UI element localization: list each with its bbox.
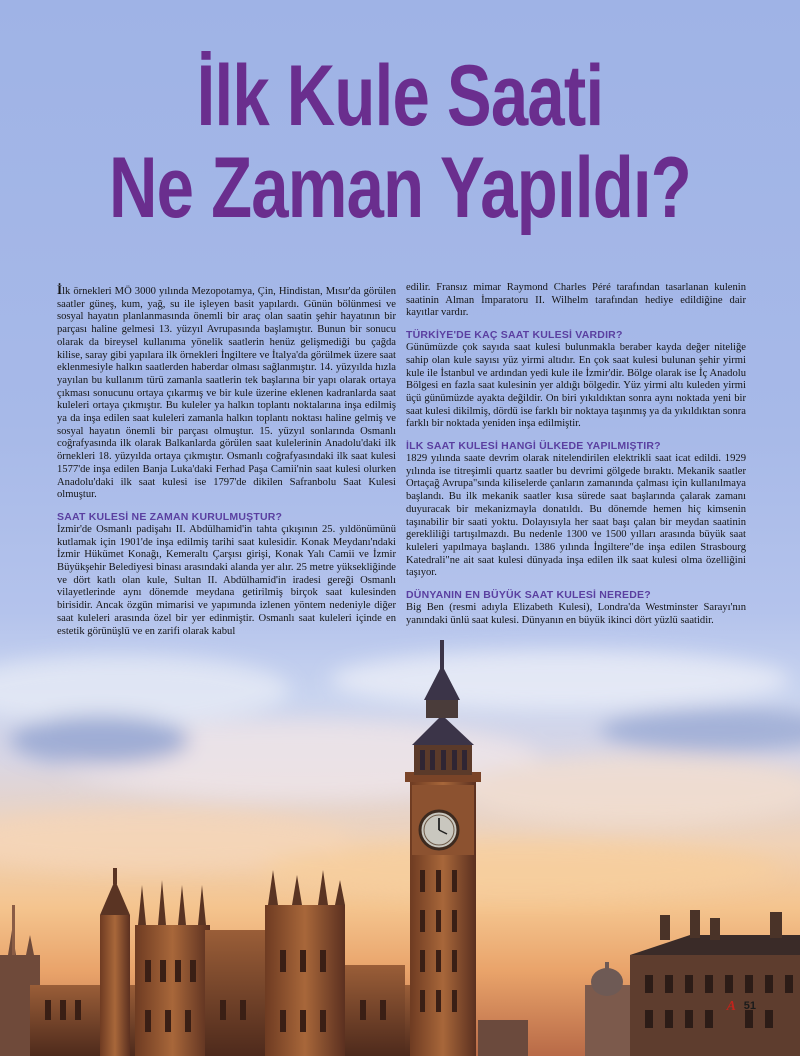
big-ben-tower	[405, 640, 481, 1056]
section-heading-2: TÜRKİYE'DE KAÇ SAAT KULESİ VARDIR?	[406, 329, 623, 342]
section-heading-4: DÜNYANIN EN BÜYÜK SAAT KULESİ NEREDE?	[406, 589, 651, 602]
section-heading-1: SAAT KULESİ NE ZAMAN KURULMUŞTUR?	[57, 510, 283, 523]
section-3-text: 1829 yılında saate devrim olarak nitelendirilen elektrikli saat icat edildi. 1929 yılında ise titreşimli quartz saatler bu devrimi gölgede bıraktı. Mekanik saatler Ortaçağ Avrupa"sında kiliselerde çanların zamanında çalması için kullanılmaya başlandı. Bu ilk mekanik saatler kısa sürede saat başlarında çalarak zamanı duyuracak bir mekanizmayla donatıldı. Bu dönemde hemen hiç kimsenin taşınabilir bir saati yoktu. Dolayısıyla her saat başı çalan bir meydan saatinin gerekliliği tartışılmazdı. Bu nedenle 1300 ve 1500 yılları arasında büyük saat kuleleri yapılmaya başlandı. 1386 yılında İngiltere"de inşa edilen Strasbourg Katedrali"ne ait saat kulesi dünyada inşa edilen ilk saat kulesi olma özelliğini taşıyor.	[406, 453, 746, 579]
section-1-text: İzmir'de Osmanlı padişahı II. Abdülhamid'in tahta çıkışının 25. yıldönümünü kutlamak için 1901'de inşa edilmiş tarihi saat kulesidir. Konak Meydanı'ndaki İzmir Hükümet Konağı, Kemeraltı Çarşısı girişi, Konak Yalı Camii ve İzmir Büyükşehir Belediyesi binası arasındaki alanda yer alır. 25 metre yüksekliğinde ve dört katlı olan kule, Sultan II. Abdülhamid'in iradesi gereği Osmanlı vilayetlerinde aynı dönemde meydana getirilmiş birçok saat kulesinden birisidir. Ancak özgün mimarisi ve yapımında izlenen yöntem nedeniyle diğer saat kuleleri arasında özel bir yer edinmiştir. Osmanlı saat kuleleri içinde en estetik görünüşlü ve en zarifi olarak kabul	[57, 523, 396, 637]
magazine-logo: A	[726, 999, 736, 1014]
drop-cap: İ	[57, 282, 63, 297]
page-number: 51	[743, 1000, 756, 1012]
section-heading-3: İLK SAAT KULESİ HANGİ ÜLKEDE YAPILMIŞTIR?	[406, 440, 661, 453]
section-4-text: Big Ben (resmi adıyla Elizabeth Kulesi), Londra'da Westminster Sarayı'nın yanındaki ünlü saat kulesi. Dünyanın en büyük ikinci dört yüzlü saatidir.	[406, 602, 746, 626]
right-buildings	[478, 910, 800, 1056]
intro-text: lk örnekleri MÖ 3000 yılında Mezopotamya, Çin, Hindistan, Mısır'da görülen saatler güneş, kum, yağ, su ile işleyen basit yapılardı. Günün bölünmesi ve sosyal hayatın planlanmasında önemli bir araç olan saatin şehir hayatının bir parçası haline gelmesi 13. yüzyıl Avrupasında başlamıştır. Bunun bir sonucu olarak da bireysel kullanıma yönelik saatlerin henüz gelişmediği bu çağda kilise, saray gibi yapılara ilk örnekleri İngiltere ve İtalya'da görülmek üzere saat eklenmesiyle halkın saatlerden haberdar olması sağlanmıştır. 14. yüzyılda hızla yayılan bu kullanım türü zamanla saatlerin tek başlarına bir yapı olarak ortaya çıkması sonucunu ortaya çıkarmış ve bir kule üzerine eklenen kadranlarda saat kuleleri ortaya çıkmıştır. Bu kuleler ya halkın toplantı noktalarına inşa edilmiş ya da inşa edilen saat kuleleri zamanla halkın toplantı noktası haline gelmiş ve sosyal hayatın önemli bir parçası olmuştur. 15. yüzyıl sonlarında Osmanlı coğrafyasında ilk olarak Balkanlarda görülen saat kulelerinin Anadolu'daki ilk örnekleri 18. yüzyılda ortaya çıkmıştır. Osmanlı coğrafyasındaki ilk saat kulesi 1577'de inşa edilen Banja Luka'daki Ferhad Paşa Camii'nin saat kulesi olurken Anadolu'daki ilk saat kulesi ise 1797'de dikilen Safranbolu Saat Kulesi olmuştur.	[57, 286, 397, 501]
section-1-continued: edilir. Fransız mimar Raymond Charles Péré tarafından tasarlanan kulenin saatinin Alman İmparatoru II. Wilhelm tarafından hediye edildiğine dair kayıtlar vardır.	[406, 282, 746, 319]
parliament-building	[30, 868, 430, 1056]
title-line-1: İlk Kule Saati	[196, 48, 604, 144]
section-2-text: Günümüzde çok sayıda saat kulesi bulunmakla beraber kayda değer niteliğe sahip olan kule sayısı yüz yirmi altıdır. En çok saat kulesi bulunan şehir yirmi kule ile İstanbul ve ardından yedi kule ile İzmir'dir. Bölge olarak ise İç Anadolu Bölgesi en fazla saat kulesinin yer aldığı bölgedir. Yüz yirmi altı kuleden yirmi üçü günümüzde ayakta değildir. On biri yıkıldıktan sonra aynı noktada yeni bir saat kulesi dikilmiş, dördü ise farklı bir noktaya taşınmış ya da yıkıldıktan sonra farklı bir noktada yeniden inşa edilmiştir.	[406, 342, 746, 430]
title-line-2: Ne Zaman Yapıldı?	[109, 140, 691, 236]
